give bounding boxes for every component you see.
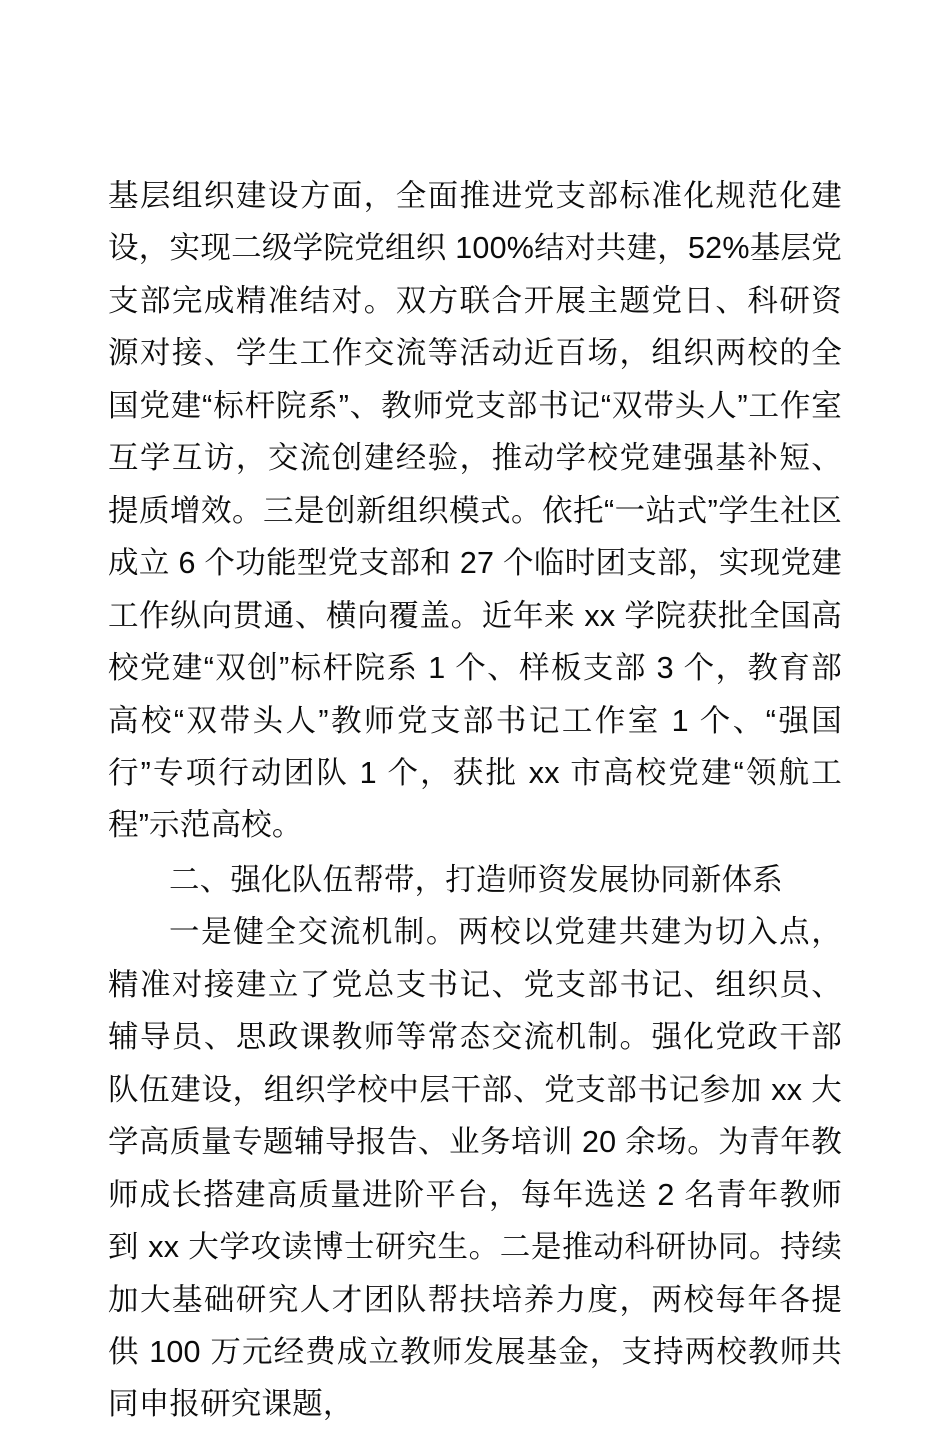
document-body (108, 170, 842, 1431)
section-heading-two: 二、强化队伍帮带，打造师资发展协同新体系 (169, 862, 783, 897)
paragraph-exchange-mechanism: 一是健全交流机制。两校以党建共建为切入点，精准对接建立了党总支书记、党支部书记、组织员、辅导员、思政课教师等常态交流机制。强化党政干部队伍建设，组织学校中层干部、党支部书记参加 xx 大学高质量专题辅导报告、业务培训 20 余场。为青年教师成长搭建高质量进阶平台，每年选送 2 名青年教师到 xx 大学攻读博士研究生。二是推动科研协同。持续加大基础研究人才团队帮扶培养力度，两校每年各提供 100 万元经费成立教师发展基金，支持两校教师共同申报研究课题， (108, 915, 842, 1422)
paragraph-organization-building: 基层组织建设方面，全面推进党支部标准化规范化建设，实现二级学院党组织 100%结对共建，52%基层党支部完成精准结对。双方联合开展主题党日、科研资源对接、学生工作交流等活动近百场，组织两校的全国党建“标杆院系”、教师党支部书记“双带头人”工作室互学互访，交流创建经验，推动学校党建强基补短、提质增效。三是创新组织模式。依托“一站式”学生社区成立 6 个功能型党支部和 27 个临时团支部，实现党建工作纵向贯通、横向覆盖。近年来 xx 学院获批全国高校党建“双创”标杆院系 1 个、样板支部 3 个，教育部高校“双带头人”教师党支部书记工作室 1 个、“强国行”专项行动团队 1 个，获批 xx 市高校党建“领航工程”示范高校。 (108, 179, 842, 843)
